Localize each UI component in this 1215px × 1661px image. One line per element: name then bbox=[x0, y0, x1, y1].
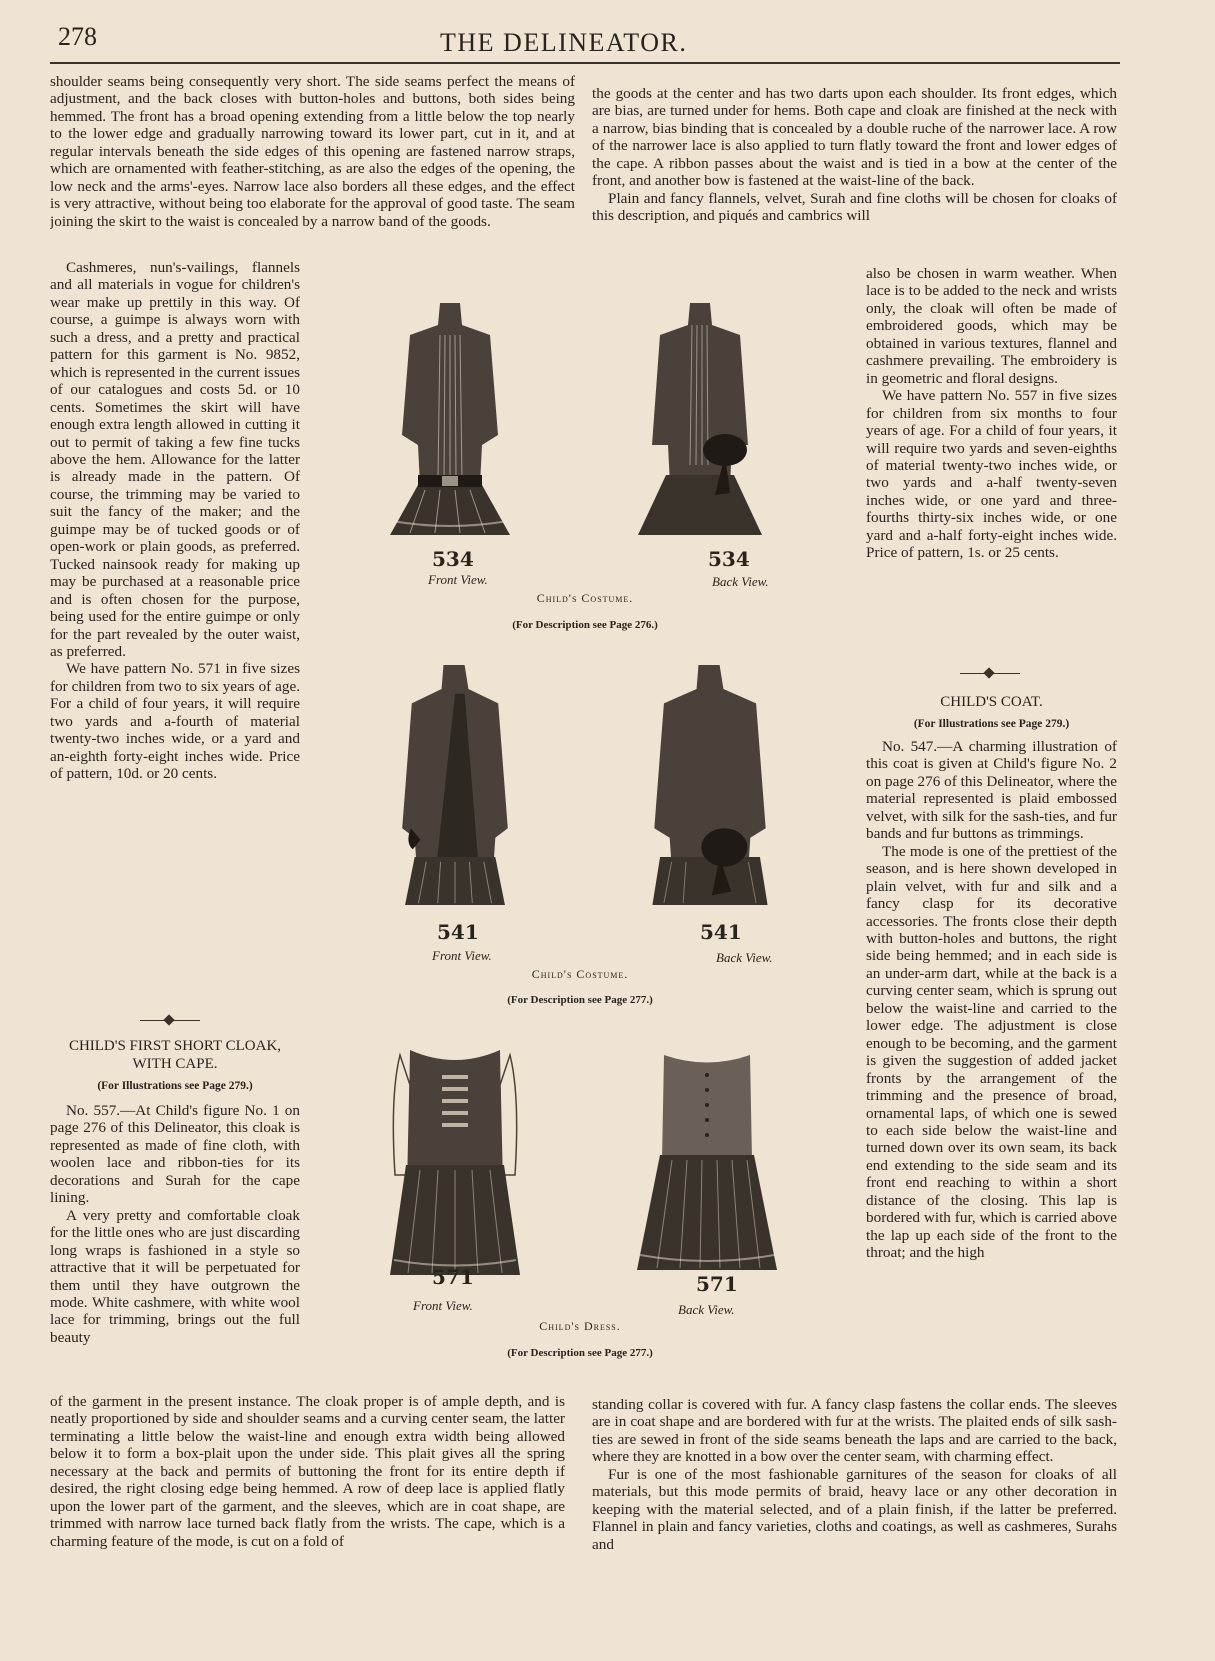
figure-caption: Child's Costume. bbox=[536, 591, 634, 605]
heading-line: CHILD'S FIRST SHORT CLOAK, bbox=[68, 1038, 282, 1054]
coat-text bbox=[866, 738, 1117, 1396]
right-column-narrow-text bbox=[866, 265, 1117, 650]
costume-541-back-illustration bbox=[640, 665, 780, 905]
figure-number: 534 bbox=[708, 547, 750, 571]
view-label: Front View. bbox=[432, 948, 492, 963]
illustration-reference: (For Illustrations see Page 279.) bbox=[97, 1080, 253, 1092]
figure-caption: Child's Costume. bbox=[531, 967, 629, 981]
figure-description-ref: (For Description see Page 277.) bbox=[507, 994, 653, 1006]
heading-line: WITH CAPE. bbox=[132, 1056, 218, 1072]
figure-number: 534 bbox=[432, 547, 474, 571]
heading-line: CHILD'S COAT. bbox=[940, 694, 1043, 710]
dress-571-front-illustration bbox=[380, 1035, 530, 1275]
costume-534-front-illustration bbox=[380, 295, 520, 535]
view-label: Front View. bbox=[428, 572, 488, 587]
paragraph: the goods at the center and has two darts upon each shoulder. Its front edges, which are bias, are turned under for hems. Both cape and cloak are finished at the neck with a narrow, bias binding that is concealed by a double ruche of the narrower lace. A row of the narrower lace is also applied to turn flatly toward the front and lower edges of the cape. A ribbon passes about the waist and is tied in a bow at the center of the front, and another bow is fastened at the waist-line of the back. bbox=[592, 85, 1117, 190]
bottom-right-text bbox=[592, 1396, 1117, 1606]
paragraph: Plain and fancy flannels, velvet, Surah and fine cloths will be chosen for cloaks of this description, and piqués and cambrics will bbox=[592, 189, 1117, 225]
bottom-left-text bbox=[50, 1393, 565, 1603]
paragraph: also be chosen in warm weather. When lace is to be added to the neck and wrists only, the cloak will often be made of embroidered goods, which may be obtained in various textures, flannel and cashmere prevailing. The embroidery is in geometric and floral designs. bbox=[866, 265, 1117, 387]
costume-534-back-illustration bbox=[630, 295, 770, 535]
paragraph: Fur is one of the most fashionable garnitures of the season for cloaks of all materials, but this mode permits of braid, heavy lace or any other decoration in keeping with the material selected, and of a plain finish, if the latter be preferred. Flannel in plain and fancy varieties, cloths and coatings, as well as cashmeres, Surahs and bbox=[592, 1465, 1117, 1553]
costume-541-front-illustration bbox=[385, 665, 525, 905]
figure-number: 541 bbox=[700, 920, 742, 944]
figure-caption: Child's Dress. bbox=[539, 1319, 621, 1333]
dress-drawing bbox=[630, 295, 770, 535]
left-column-narrow-text bbox=[50, 78, 300, 1003]
paragraph: of the garment in the present instance. The cloak proper is of ample depth, and is neatly proportioned by side and shoulder seams and a curving center seam, the latter terminating a little below the waist-line and enough extra width being allowed below it to form a box-plait upon the under side. This plait gives all the spring necessary at the back and permits of buttoning the front for its entire depth if desired, the right closing edge being hemmed. A row of deep lace is applied flatly upon the lower part of the garment, and the sleeves, which are in coat shape, are trimmed with narrow lace turned back flatly from the wrists. The cape, which is a charming feature of the mode, is cut on a fold of bbox=[50, 1393, 565, 1550]
dress-drawing bbox=[380, 295, 520, 535]
section-heading-cloak bbox=[50, 1037, 300, 1095]
right-column-text bbox=[592, 85, 1117, 265]
section-divider bbox=[140, 1016, 200, 1026]
paragraph: We have pattern No. 571 in five sizes for children from two to six years of age. For a child of four years, it will require two yards and a-fourth of material twenty-two inches wide, or a yard and an-eighth forty-eight inches wide. Price of pattern, 10d. or 20 cents. bbox=[50, 660, 300, 783]
paragraph: standing collar is covered with fur. A fancy clasp fastens the collar ends. The sleeves are in coat shape and are bordered with fur at the wrists. The plaited ends of silk sash-ties are sewed in front of the side seams beneath the laps and are carried to the back, where they are knotted in a bow over the center seam, with charming effect. bbox=[592, 1396, 1117, 1466]
paragraph: shoulder seams being consequently very short. The side seams perfect the means of adjustment, and the back closes with button-holes and buttons, both sides being hemmed. The front has a broad opening extending from a little below the top nearly to the lower edge and gradually narrowing toward its lower part, cut in it, and at regular intervals beneath the side edges of this opening are fastened narrow straps, which are ornamented with feather-stitching, as are also the edges of the opening, the low neck and the arms'-eyes. Narrow lace also borders all these edges, and the effect is very attractive, without being too elaborate for the approval of good taste. The seam joining the skirt to the waist is concealed by a narrow band of the goods. bbox=[50, 73, 575, 230]
view-label: Front View. bbox=[413, 1298, 473, 1313]
header-rule bbox=[50, 62, 1120, 64]
dress-drawing bbox=[380, 1035, 530, 1275]
paragraph: A very pretty and comfortable cloak for the little ones who are just discarding long wraps is fashioned in a style so attractive that it will be perpetuated for them until they have outgrown the mode. White cashmere, with white wool lace for trimming, brings out the full beauty bbox=[50, 1206, 300, 1346]
paragraph: We have pattern No. 557 in five sizes for children from six months to four years of age. For a child of four years, it will require two yards and seven-eighths of material twenty-two inches wide, or two yards and a-half twenty-seven inches wide, or one yard and three-fourths thirty-six inches wide, or one yard and a-half forty-eight inches wide. Price of pattern, 1s. or 25 cents. bbox=[866, 387, 1117, 562]
cloak-text bbox=[50, 1102, 300, 1392]
paragraph: Cashmeres, nun's-vailings, flannels and all materials in vogue for children's wear make up prettily in this way. Of course, a guimpe is always worn with such a dress, and a pretty and practical pattern for this garment is No. 9852, which is represented in the current issues of our catalogues and costs 5d. or 10 cents. Sometimes the skirt will have enough extra length allowed in cutting it out to permit of taking a few fine tucks above the hem. Allowance for the latter is already made in the pattern. Of course, the trimming may be varied to suit the fancy of the maker; and the guimpe may be of tucked goods or of open-work or plain goods, as preferred. Tucked nainsook ready for making up may be purchased at a reasonable price and is often chosen for the purpose, being used for the entire guimpe or only for the part revealed by the outer waist, as preferred. bbox=[50, 259, 300, 660]
figure-number: 571 bbox=[696, 1272, 738, 1296]
illustration-reference: (For Illustrations see Page 279.) bbox=[913, 718, 1070, 730]
figure-description-ref: (For Description see Page 277.) bbox=[507, 1347, 653, 1359]
coat-drawing bbox=[385, 665, 525, 905]
dress-571-back-illustration bbox=[632, 1035, 782, 1275]
figure-number: 571 bbox=[432, 1265, 474, 1289]
paragraph: No. 557.—At Child's figure No. 1 on page 276 of this Delineator, this cloak is represented as made of fine cloth, with woolen lace and ribbon-ties for its decorations and Surah for the cape lining. bbox=[50, 1102, 300, 1207]
paragraph: The mode is one of the prettiest of the season, and is here shown developed in plain velvet, with fur and silk and a fancy clasp for its decorative accessories. The fronts close their depth with button-holes and buttons, the right side being hemmed; and in each side is an under-arm dart, while at the back is a curving center seam, which is sprung out below the waist-line and carried to the lower edge. The adjustment is close enough to be becoming, and the garment is given the suggestion of added jacket fronts by the arrangement of the trimming and the presence of broad, ornamental laps, of which one is sewed to each side below the waist-line and turned down over its own seam, its back end extending to the side seam and its front end reaching to within a short distance of the closing. This lap is bordered with fur, which is carried above the lap up each side of the front to the throat; and the high bbox=[866, 842, 1117, 1262]
figure-description-ref: (For Description see Page 276.) bbox=[512, 619, 658, 631]
view-label: Back View. bbox=[712, 574, 769, 589]
view-label: Back View. bbox=[716, 950, 773, 965]
coat-drawing bbox=[640, 665, 780, 905]
dress-drawing bbox=[632, 1035, 782, 1275]
paragraph: No. 547.—A charming illustration of this coat is given at Child's figure No. 2 on page 276 of this Delineator, where the material represented is plaid embossed velvet, with silk for the sash-ties, and fur bands and fur buttons as trimmings. bbox=[866, 738, 1117, 843]
page-number: 278 bbox=[58, 22, 97, 51]
figure-number: 541 bbox=[437, 920, 479, 944]
magazine-title: THE DELINEATOR. bbox=[440, 28, 688, 57]
section-divider bbox=[960, 669, 1020, 679]
section-heading-coat bbox=[866, 693, 1117, 733]
view-label: Back View. bbox=[678, 1302, 735, 1317]
